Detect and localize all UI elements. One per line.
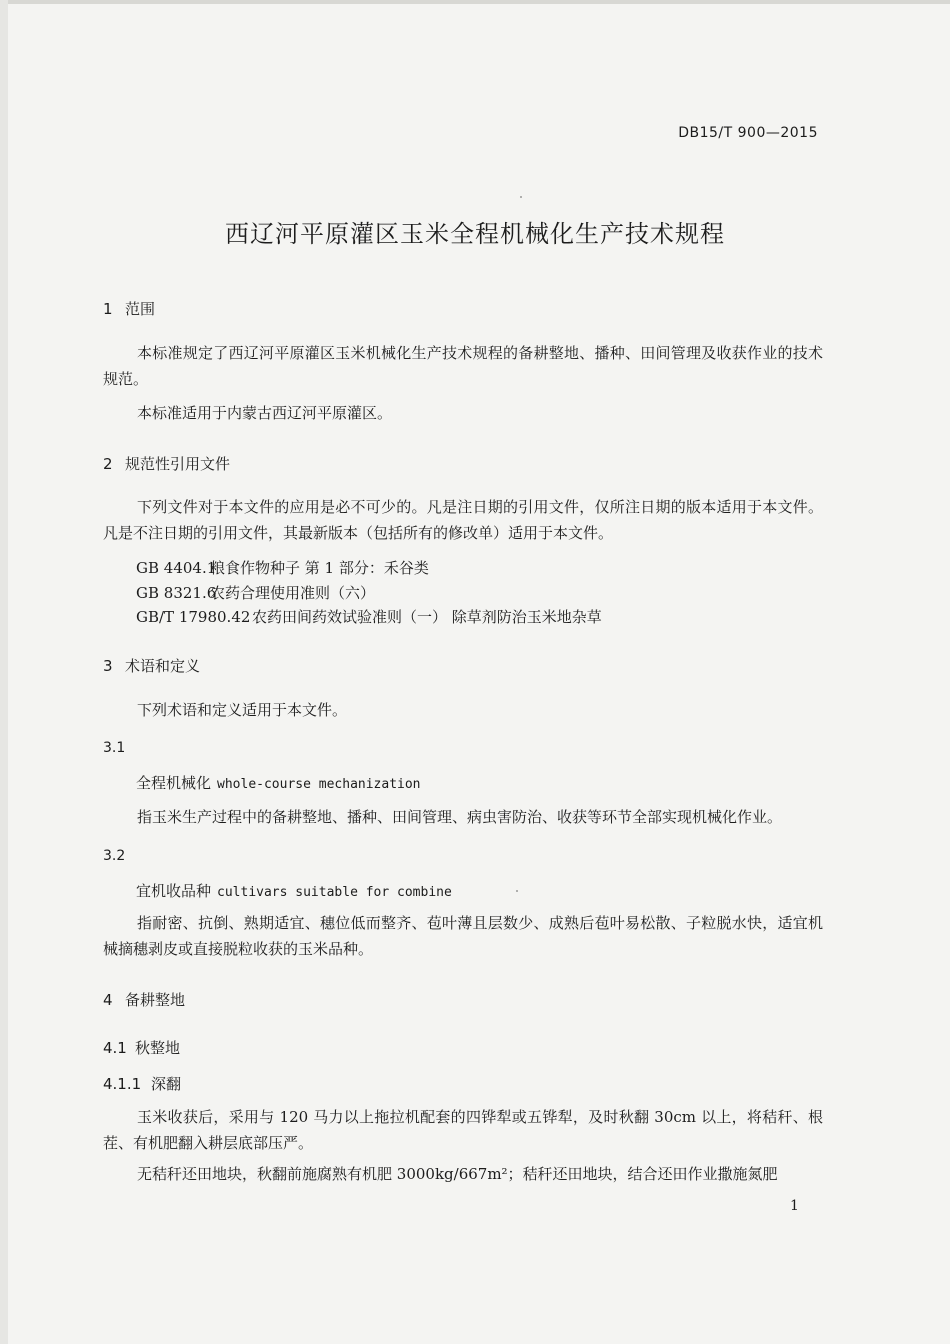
section-number: 1 — [103, 300, 113, 318]
reference-name: 粮食作物种子 第 1 部分：禾谷类 — [210, 559, 429, 577]
section-number: 4.1 — [103, 1039, 127, 1057]
term-definition: 指耐密、抗倒、熟期适宜、穗位低而整齐、苞叶薄且层数少、成熟后苞叶易松散、子粒脱水快，适宜机械摘穗剥皮或直接脱粒收获的玉米品种。 — [103, 914, 823, 958]
subsection-heading-4-1-1 — [103, 1073, 181, 1094]
section-number: 3 — [103, 657, 113, 675]
term-number: 3.2 — [103, 848, 126, 864]
section-number: 4 — [103, 991, 113, 1009]
normative-reference — [136, 582, 375, 603]
term-english: whole-course mechanization — [217, 777, 421, 792]
paragraph: 本标准规定了西辽河平原灌区玉米机械化生产技术规程的备耕整地、播种、田间管理及收获作业的技术规范。 — [103, 344, 823, 388]
section-heading-2 — [103, 453, 230, 474]
paragraph: 下列文件对于本文件的应用是必不可少的。凡是注日期的引用文件，仅所注日期的版本适用于本文件。凡是不注日期的引用文件，其最新版本（包括所有的修改单）适用于本文件。 — [103, 498, 823, 542]
term-english: cultivars suitable for combine — [217, 885, 452, 900]
section-heading-1 — [103, 298, 155, 319]
term-definition: 指玉米生产过程中的备耕整地、播种、田间管理、病虫害防治、收获等环节全部实现机械化作业。 — [137, 808, 783, 826]
page-number: 1 — [790, 1198, 799, 1214]
reference-code: GB/T 17980.42 — [136, 608, 251, 626]
term-chinese: 宜机收品种 — [136, 882, 212, 900]
section-heading-4 — [103, 989, 185, 1010]
term-entry — [136, 772, 421, 793]
section-title: 范围 — [125, 300, 156, 318]
section-heading-3 — [103, 655, 200, 676]
normative-reference — [136, 557, 429, 578]
term-entry — [136, 880, 452, 901]
scan-edge-top — [0, 0, 950, 4]
term-number: 3.1 — [103, 740, 126, 756]
scan-edge-left — [0, 0, 8, 1344]
reference-code: GB 8321.6 — [136, 584, 217, 602]
normative-reference — [136, 606, 602, 627]
scan-speck — [516, 890, 518, 892]
paragraph: 下列术语和定义适用于本文件。 — [137, 701, 348, 719]
paragraph: 本标准适用于内蒙古西辽河平原灌区。 — [137, 404, 393, 422]
paragraph: 玉米收获后，采用与 120 马力以上拖拉机配套的四铧犁或五铧犁，及时秋翻 30cm 以上，将秸秆、根茬、有机肥翻入耕层底部压严。 — [103, 1108, 823, 1152]
section-title: 秋整地 — [135, 1039, 181, 1057]
section-title: 术语和定义 — [125, 657, 201, 675]
section-number: 2 — [103, 455, 113, 473]
section-title: 深翻 — [151, 1075, 182, 1093]
scan-speck — [520, 196, 522, 198]
section-title: 规范性引用文件 — [125, 455, 231, 473]
subsection-heading-4-1 — [103, 1037, 180, 1058]
reference-name: 农药田间药效试验准则（一） 除草剂防治玉米地杂草 — [252, 608, 602, 626]
reference-code: GB 4404.1 — [136, 559, 217, 577]
term-chinese: 全程机械化 — [136, 774, 212, 792]
section-title: 备耕整地 — [125, 991, 186, 1009]
standard-number: DB15/T 900—2015 — [678, 125, 818, 141]
paragraph: 无秸秆还田地块，秋翻前施腐熟有机肥 3000kg/667m²；秸秆还田地块，结合还田作业撒施氮肥 — [137, 1165, 778, 1183]
reference-name: 农药合理使用准则（六） — [210, 584, 376, 602]
document-title: 西辽河平原灌区玉米全程机械化生产技术规程 — [225, 220, 725, 248]
section-number: 4.1.1 — [103, 1075, 142, 1093]
